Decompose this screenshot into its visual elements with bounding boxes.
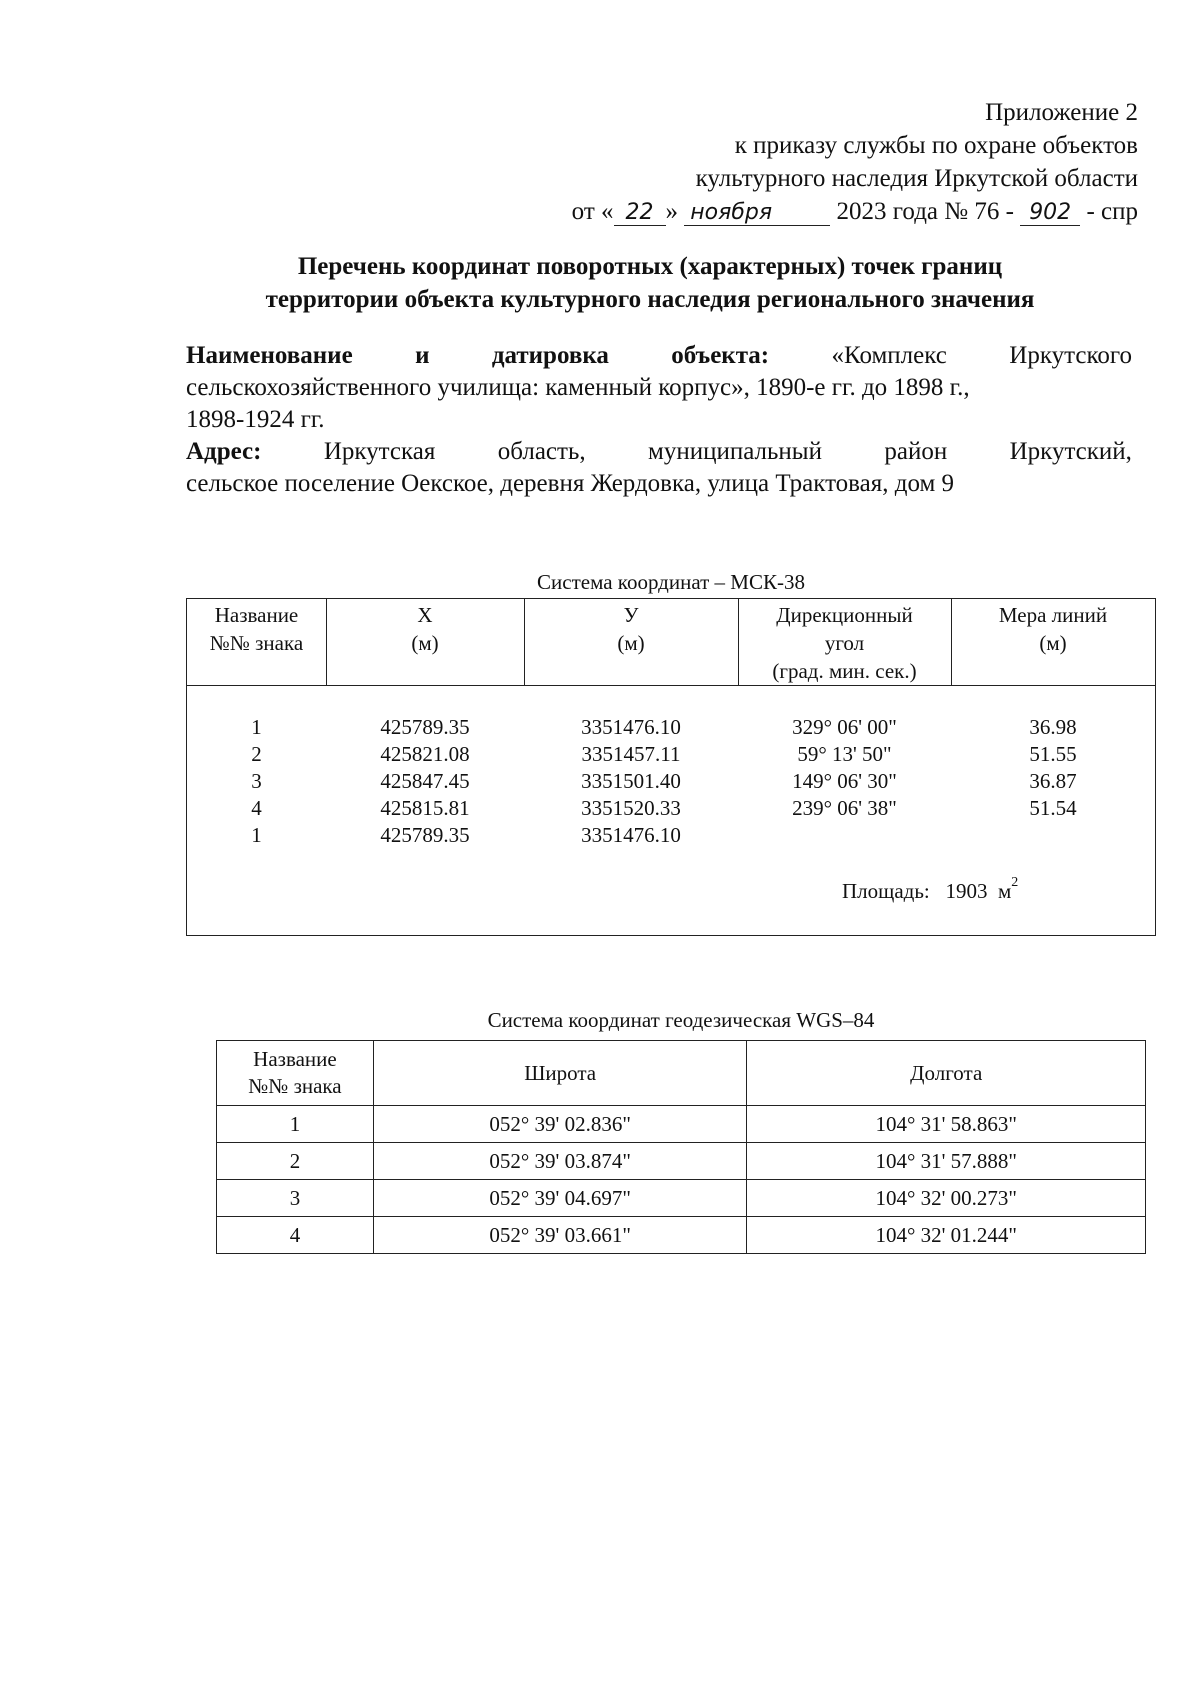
handwritten-month: ноября	[684, 201, 830, 226]
order-suffix: - спр	[1086, 198, 1138, 225]
length-value: 36.87	[1029, 769, 1077, 793]
point-number: 1	[251, 823, 262, 847]
longitude-value: 104° 32' 00.273"	[747, 1180, 1146, 1217]
length-value: 36.98	[1029, 715, 1077, 739]
longitude-value: 104° 31' 58.863"	[747, 1106, 1146, 1143]
order-date-line	[572, 195, 1138, 228]
header-text: Название	[214, 603, 299, 627]
handwritten-day: 22	[614, 201, 666, 226]
header-text: Название	[253, 1047, 337, 1071]
latitude-value: 052° 39' 03.874"	[373, 1143, 747, 1180]
date-prefix: от «	[571, 198, 614, 225]
latitude-value: 052° 39' 02.836"	[373, 1106, 747, 1143]
header-text: угол	[824, 631, 865, 655]
y-value: 3351457.11	[581, 742, 681, 766]
header-line-length	[951, 601, 1155, 687]
header-text: №№ знака	[209, 631, 304, 655]
area-summary	[842, 875, 1019, 904]
header-text: №№ знака	[248, 1074, 342, 1098]
y-value: 3351476.10	[581, 715, 681, 739]
point-number: 4	[217, 1217, 374, 1254]
angle-value: 149° 06' 30"	[792, 769, 897, 793]
name-label-word: и	[415, 342, 430, 369]
address-label: Адрес:	[186, 438, 262, 465]
table-row	[187, 741, 1155, 768]
header-point-name	[187, 601, 326, 687]
point-number: 3	[251, 769, 262, 793]
y-value: 3351476.10	[581, 823, 681, 847]
point-number: 2	[217, 1143, 374, 1180]
name-label-word: объекта:	[671, 342, 770, 369]
name-value-word: «Комплекс	[831, 342, 947, 369]
header-text: Мера линий	[998, 603, 1108, 627]
point-number: 1	[217, 1106, 374, 1143]
header-point-name	[217, 1041, 374, 1106]
x-value: 425847.45	[380, 769, 470, 793]
x-value: 425815.81	[380, 796, 470, 820]
length-value: 51.55	[1029, 742, 1077, 766]
msk38-header-row	[187, 599, 1155, 686]
address-line-1	[186, 436, 1132, 468]
title-line-1: Перечень координат поворотных (характерных) точек границ	[297, 253, 1003, 280]
address-word: Иркутский,	[1009, 438, 1132, 465]
agency-line: культурного наследия Иркутской области	[695, 165, 1138, 192]
header-longitude: Долгота	[747, 1041, 1146, 1106]
msk38-caption: Система координат – МСК-38	[537, 570, 805, 594]
x-value: 425821.08	[380, 742, 470, 766]
table-row	[187, 768, 1155, 795]
angle-value: 59° 13' 50"	[797, 742, 892, 766]
title-line-2: территории объекта культурного наследия регионального значения	[265, 286, 1035, 313]
latitude-value: 052° 39' 03.661"	[373, 1217, 747, 1254]
handwritten-number: 902	[1020, 201, 1080, 226]
wgs84-caption: Система координат геодезическая WGS–84	[487, 1008, 875, 1032]
table-row	[217, 1217, 1146, 1254]
address-word: муниципальный	[648, 438, 822, 465]
table-row	[217, 1106, 1146, 1143]
header-direction-angle	[738, 601, 951, 687]
name-label-word: датировка	[491, 342, 609, 369]
y-value: 3351501.40	[581, 769, 681, 793]
appendix-header	[572, 96, 1138, 228]
y-value: 3351520.33	[581, 796, 681, 820]
point-number: 4	[251, 796, 262, 820]
header-text: (град. мин. сек.)	[772, 659, 917, 683]
name-label-word: Наименование	[186, 342, 353, 369]
angle-value: 239° 06' 38"	[792, 796, 897, 820]
longitude-value: 104° 31' 57.888"	[747, 1143, 1146, 1180]
table-row	[187, 714, 1155, 741]
name-line-1	[186, 340, 1132, 372]
address-word: Иркутская	[323, 438, 436, 465]
name-line-3: 1898-1924 гг.	[186, 406, 325, 433]
appendix-number: Приложение 2	[985, 99, 1138, 126]
area-unit: м	[997, 879, 1012, 903]
area-unit-exponent: 2	[1011, 875, 1019, 890]
table-row	[187, 795, 1155, 822]
order-reference-line: к приказу службы по охране объектов	[734, 132, 1138, 159]
header-text: (м)	[411, 631, 439, 655]
header-text: (м)	[617, 631, 645, 655]
wgs84-header-row	[217, 1041, 1146, 1106]
document-title	[150, 250, 1150, 316]
date-quote-close: »	[665, 198, 679, 225]
header-text: Дирекционный	[776, 603, 913, 627]
address-line-2: сельское поселение Оекское, деревня Жердовка, улица Трактовая, дом 9	[186, 470, 955, 497]
object-description	[186, 340, 1132, 500]
header-y	[524, 601, 738, 687]
header-text: У	[623, 603, 639, 627]
length-value: 51.54	[1029, 796, 1077, 820]
name-line-2: сельскохозяйственного училища: каменный корпус», 1890-е гг. до 1898 г.,	[186, 374, 970, 401]
name-value-word: Иркутского	[1009, 342, 1132, 369]
point-number: 1	[251, 715, 262, 739]
area-value: 1903	[945, 879, 988, 903]
msk38-coordinates-table	[186, 598, 1156, 936]
area-label: Площадь:	[842, 879, 930, 903]
header-text: X	[417, 603, 433, 627]
latitude-value: 052° 39' 04.697"	[373, 1180, 747, 1217]
table-row	[187, 822, 1155, 849]
x-value: 425789.35	[380, 715, 470, 739]
address-word: район	[884, 438, 948, 465]
year-and-number: 2023 года № 76 -	[836, 198, 1014, 225]
angle-value: 329° 06' 00"	[792, 715, 897, 739]
point-number: 2	[251, 742, 262, 766]
x-value: 425789.35	[380, 823, 470, 847]
header-text: (м)	[1039, 631, 1067, 655]
longitude-value: 104° 32' 01.244"	[747, 1217, 1146, 1254]
header-x	[326, 601, 524, 687]
table-row	[217, 1180, 1146, 1217]
table-row	[217, 1143, 1146, 1180]
header-latitude: Широта	[373, 1041, 747, 1106]
address-word: область,	[497, 438, 586, 465]
point-number: 3	[217, 1180, 374, 1217]
wgs84-coordinates-table	[216, 1040, 1146, 1254]
